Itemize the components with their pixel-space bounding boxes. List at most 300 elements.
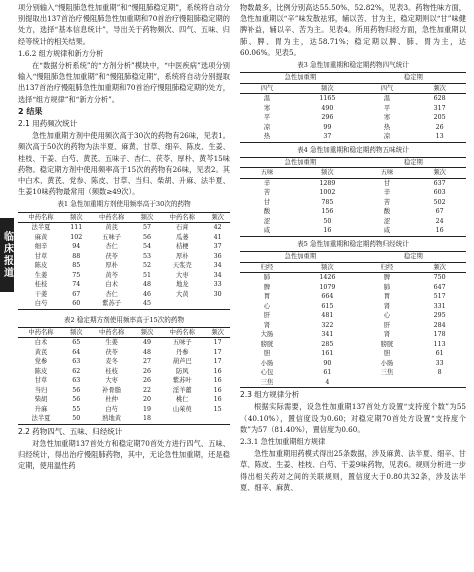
table-cell: 大枣: [105, 377, 118, 385]
table-cell: 脾: [383, 274, 391, 282]
section-2-1-paragraph: 急性加重期方剂中使用频次高于30次的药物有26味，见表1。频次高于50次的药物为法半夏、麻黄、甘草、细辛、陈皮、生姜、桂枝、干姜、白芍、黄芪、五味子、杏仁、茯苓、厚朴、黄芩15味药物。稳定期方剂中使用频率高于15次的药物有26味，见表2。其中白术、黄芪、党参、陈皮、甘草、当归、柴胡、升麻、法半夏、生姜10味药物最常用（频数≥49次）。: [18, 131, 230, 197]
table-cell: 心: [383, 312, 391, 320]
table-cell: 1002: [319, 189, 336, 197]
table-cell: 74: [72, 281, 81, 289]
table-cell: 五味子: [102, 233, 122, 241]
table-cell: 桔梗: [175, 243, 189, 251]
table-cell: 33: [213, 281, 222, 289]
table-cell: 17: [213, 348, 222, 356]
table-cell: 24: [435, 217, 444, 225]
group-header: 急性加重期: [240, 252, 361, 263]
table-cell: 34: [213, 271, 222, 279]
table-cell: 65: [72, 339, 81, 347]
table-cell: 16: [435, 227, 444, 235]
table-3: [240, 72, 466, 143]
table-row: [240, 198, 466, 208]
section-2-1-title: 2.1 用药频次统计: [18, 119, 78, 129]
table-cell: 肝: [383, 321, 391, 329]
table-5-body: [240, 273, 466, 388]
section-side-tab: 临床报道: [0, 218, 14, 292]
table-1-header-row: [18, 212, 230, 223]
table-cell: 57: [142, 224, 151, 232]
table-cell: 桂枝: [105, 367, 118, 375]
column-header: 五味: [361, 168, 414, 179]
table-cell: 63: [72, 358, 81, 366]
table-cell: 15: [213, 405, 222, 413]
table-cell: 481: [321, 312, 334, 320]
column-header: 中药名称: [159, 212, 205, 223]
table-cell: 322: [321, 321, 334, 329]
table-cell: 53: [142, 252, 151, 260]
column-header: 五味: [240, 168, 294, 179]
table-cell: 胃: [383, 293, 391, 301]
table-row: [240, 188, 466, 198]
table-row: [240, 273, 466, 283]
table-cell: 52: [142, 262, 151, 270]
table-cell: 341: [321, 331, 334, 339]
table-cell: 26: [435, 123, 444, 131]
table-row: [240, 104, 466, 114]
table-row: [240, 217, 466, 227]
table-row: [18, 405, 230, 415]
table-cell: 61: [323, 369, 332, 377]
intro-paragraph: 项分别输入“慢阻肺急性加重期”和“慢阻肺稳定期”，系统将自动分别提取出137首治疗慢阻肺急性加重期和70首治疗慢阻肺稳定期的处方，选择“基本信息统计”，导出关于药物频次、四气、五味、归经等统计的相关结果。: [18, 3, 230, 46]
section-1-6-2-paragraph: 在“数据分析系统”的“方剂分析”模块中，“中医疾病”选项分别输入“慢阻肺急性加重期”和“慢阻肺稳定期”，系统将自动分别提取出137首治疗慢阻肺急性加重期和70首治疗慢阻肺稳定期的处方，选择“组方规律”和“新方分析”。: [18, 61, 230, 104]
table-cell: [361, 378, 414, 388]
table-cell: 胃: [263, 293, 271, 301]
table-row: [240, 368, 466, 378]
table-cell: 46: [142, 290, 151, 298]
table-cell: 茯苓: [105, 252, 118, 260]
table-row: [240, 311, 466, 321]
table-cell: 升麻: [34, 405, 48, 413]
table-cell: 296: [321, 114, 334, 122]
table-5: [240, 251, 466, 388]
table-cell: 心包: [260, 369, 274, 377]
section-2-3-1-title: 2.3.1 急性加重期组方规律: [240, 436, 326, 446]
table-cell: 36: [213, 252, 222, 260]
table-cell: 膀胱: [260, 340, 274, 348]
table-cell: 胆: [263, 350, 271, 358]
table-cell: 48: [142, 281, 151, 289]
table-cell: 490: [321, 104, 334, 112]
table-3-group-row: [240, 73, 466, 84]
table-cell: 637: [433, 179, 446, 187]
section-1-6-2-title: 1.6.2 组方规律和新方分析: [18, 48, 104, 58]
table-cell: 88: [72, 252, 81, 260]
table-cell: 99: [323, 123, 332, 131]
table-cell: 85: [72, 262, 81, 270]
table-cell: 647: [433, 283, 446, 291]
table-5-caption: 表5 急性加重期和稳定期药物归经统计: [297, 239, 409, 248]
table-4-group-row: [240, 157, 466, 168]
table-cell: 平: [263, 114, 271, 122]
table-cell: 285: [321, 340, 334, 348]
table-cell: 75: [72, 271, 81, 279]
column-header: 频次: [135, 327, 160, 338]
table-cell: 17: [213, 339, 222, 347]
table-cell: 桃仁: [175, 396, 189, 404]
table-cell: 8: [437, 369, 442, 377]
table-cell: 防风: [175, 367, 189, 375]
table-cell: 大黄: [175, 290, 189, 298]
table-cell: 桂枝: [34, 281, 48, 289]
section-2-title: 2 结果: [18, 106, 43, 116]
table-row: [18, 271, 230, 281]
table-cell: 平: [383, 104, 391, 112]
left-column: [18, 2, 230, 472]
table-cell: 山茱萸: [172, 405, 192, 413]
table-cell: 白芍: [105, 405, 118, 413]
table-cell: 331: [433, 302, 446, 310]
column-header: 四气: [361, 83, 414, 94]
column-header: 中药名称: [18, 212, 64, 223]
table-cell: 凉: [383, 133, 391, 141]
table-cell: 20: [142, 396, 151, 404]
table-cell: 天浆壳: [172, 262, 192, 270]
table-row: [18, 395, 230, 405]
table-cell: 小肠: [380, 359, 394, 367]
table-cell: 厚朴: [175, 252, 189, 260]
table-cell: 咸: [383, 227, 391, 235]
section-2-3-title: 2.3 组方规律分析: [240, 390, 300, 400]
table-row: [18, 348, 230, 358]
table-cell: 56: [142, 233, 151, 241]
table-cell: 64: [72, 348, 81, 356]
table-cell: 寒: [383, 114, 391, 122]
table-cell: 750: [433, 274, 446, 282]
table-1: [18, 212, 230, 310]
table-cell: 肾: [263, 321, 271, 329]
section-2-3-paragraph: 根据实际需要，设急性加重期137首处方设置“支持度个数”为55（40.10%），置信度设为0.60；对稳定期70首处方设置“支持度个数”为57（81.40%），置信度为0.60。: [240, 402, 466, 434]
table-cell: 温: [383, 95, 391, 103]
table-cell: 615: [321, 302, 334, 310]
group-header: 急性加重期: [240, 157, 361, 168]
table-cell: 陈皮: [34, 262, 48, 270]
table-cell: 1165: [319, 95, 336, 103]
table-cell: 法半夏: [31, 224, 51, 232]
table-cell: [205, 414, 230, 424]
table-cell: 细辛: [34, 243, 48, 251]
table-cell: 辛: [383, 189, 391, 197]
table-cell: 56: [72, 386, 81, 394]
table-row: [18, 242, 230, 252]
table-cell: 凉: [263, 123, 271, 131]
table-cell: 三焦: [380, 369, 394, 377]
table-cell: 杜仲: [105, 396, 118, 404]
table-cell: 温: [263, 95, 271, 103]
table-cell: 大肠: [260, 331, 274, 339]
table-cell: 厚朴: [105, 262, 118, 270]
table-cell: 113: [433, 340, 446, 348]
table-cell: 白术: [105, 281, 118, 289]
table-cell: [205, 299, 230, 309]
table-cell: 胆: [383, 350, 391, 358]
table-cell: 黄芩: [105, 271, 118, 279]
table-cell: 陈皮: [34, 367, 48, 375]
table-cell: 16: [213, 396, 222, 404]
table-cell: 55: [72, 405, 81, 413]
table-cell: 党参: [34, 358, 48, 366]
column-header: 频次: [413, 168, 466, 179]
table-cell: 膀胱: [380, 340, 394, 348]
table-cell: 60: [72, 300, 81, 308]
table-cell: 62: [72, 367, 81, 375]
group-header: 稳定期: [361, 157, 466, 168]
table-cell: 熟地黄: [102, 415, 122, 423]
section-2-2-title: 2.2 药物四气、五味、归经统计: [18, 426, 123, 436]
table-row: [240, 132, 466, 142]
table-row: [240, 349, 466, 359]
table-row: [240, 340, 466, 350]
table-cell: 五味子: [172, 339, 192, 347]
table-cell: 白术: [34, 339, 48, 347]
table-cell: 淫羊藿: [172, 386, 192, 394]
table-row: [18, 367, 230, 377]
table-cell: 664: [321, 293, 334, 301]
table-cell: 50: [323, 217, 332, 225]
section-2-3-1-paragraph: 急性加重期用药模式得出25条数据，涉及麻黄、法半夏、细辛、甘草、陈皮、生姜、桂枝、白芍、干姜9味药物，见表6。规则分析进一步得出相关药对之间的关联规则，置信度大于0.80共32条，涉及法半夏、细辛、麻黄、: [240, 449, 466, 492]
group-header: 稳定期: [361, 73, 466, 84]
table-cell: 黄芪: [34, 348, 48, 356]
table-cell: 628: [433, 95, 446, 103]
table-cell: 26: [142, 377, 151, 385]
table-row: [240, 302, 466, 312]
table-cell: 法半夏: [31, 415, 51, 423]
table-4-header-row: [240, 168, 466, 179]
table-row: [240, 113, 466, 123]
table-3-caption: 表3 急性加重期和稳定期药物四气统计: [297, 61, 409, 70]
table-cell: 肝: [263, 312, 271, 320]
table-cell: 1079: [319, 283, 336, 291]
table-cell: 16: [213, 386, 222, 394]
group-header: 急性加重期: [240, 73, 361, 84]
table-cell: [159, 414, 205, 424]
table-row: [18, 252, 230, 262]
table-row: [240, 178, 466, 188]
table-cell: 甘: [263, 198, 271, 206]
table-row: [18, 280, 230, 290]
table-cell: 生姜: [105, 339, 118, 347]
table-cell: 4: [325, 378, 330, 386]
table-cell: 1289: [319, 179, 336, 187]
table-cell: 肾: [383, 302, 391, 310]
table-cell: 麻黄: [34, 233, 48, 241]
table-cell: 干姜: [34, 290, 48, 298]
table-cell: 苦: [263, 189, 271, 197]
table-row: [240, 207, 466, 217]
table-row: [18, 414, 230, 424]
table-cell: 49: [142, 339, 151, 347]
table-cell: 33: [435, 359, 444, 367]
table-cell: 紫苏子: [102, 300, 122, 308]
column-header: 中药名称: [89, 212, 135, 223]
table-row: [240, 123, 466, 133]
table-4-body: [240, 178, 466, 236]
table-cell: 葫芦巴: [172, 358, 192, 366]
table-cell: 酸: [383, 208, 391, 216]
table-cell: 甘草: [34, 252, 48, 260]
table-cell: 苦: [383, 198, 391, 206]
table-cell: 517: [433, 293, 446, 301]
table-cell: 补骨脂: [102, 386, 122, 394]
table-cell: 161: [321, 350, 334, 358]
table-5-header-row: [240, 262, 466, 273]
table-cell: 37: [213, 243, 222, 251]
table-cell: [413, 378, 466, 388]
table-1-body: [18, 223, 230, 310]
table-cell: 生姜: [34, 271, 48, 279]
column-header: 频次: [205, 327, 230, 338]
table-3-header-row: [240, 83, 466, 94]
table-cell: 13: [435, 133, 444, 141]
table-cell: 16: [213, 367, 222, 375]
table-cell: 63: [72, 377, 81, 385]
table-cell: 284: [433, 321, 446, 329]
table-cell: 三焦: [260, 378, 274, 386]
table-cell: 37: [323, 133, 332, 141]
table-cell: 杏仁: [105, 290, 118, 298]
table-cell: 205: [433, 114, 446, 122]
table-cell: 317: [433, 104, 446, 112]
column-header: 频次: [205, 212, 230, 223]
table-cell: 67: [435, 208, 444, 216]
table-cell: 涩: [383, 217, 391, 225]
table-2-header-row: [18, 327, 230, 338]
table-cell: 27: [142, 358, 151, 366]
table-row: [18, 223, 230, 233]
table-2-body: [18, 338, 230, 425]
table-row: [18, 357, 230, 367]
column-header: 频次: [294, 262, 361, 273]
table-cell: 51: [142, 271, 151, 279]
table-cell: 102: [70, 233, 83, 241]
table-row: [18, 299, 230, 309]
table-cell: 48: [142, 348, 151, 356]
table-row: [18, 290, 230, 300]
table-2-caption: 表2 稳定期方剂使用频率高于15次的药物: [63, 315, 185, 324]
table-cell: 热: [263, 133, 271, 141]
column-header: 频次: [294, 168, 361, 179]
table-cell: 地龙: [175, 281, 189, 289]
table-cell: 小肠: [260, 359, 274, 367]
right-top-paragraph: 物数最多，比例分别高达55.50%、52.82%，见表3。药物性味方面，急性加重期以“辛”味发散祛邪，辅以苦、甘为主，稳定期则以“甘”味健脾补益，辅以辛、苦为主。见表4。所用药物归经方面，急性加重期以肺、脾、胃为主，达58.71%；稳定期以脾、肺、胃为主，达60.06%。见表5。: [240, 3, 466, 57]
table-cell: 30: [213, 290, 222, 298]
column-header: 频次: [135, 212, 160, 223]
table-row: [240, 94, 466, 104]
table-cell: 杏仁: [105, 243, 118, 251]
table-cell: 603: [433, 189, 446, 197]
table-cell: 心: [263, 302, 271, 310]
table-cell: 瓜蒌: [175, 233, 189, 241]
column-header: 归经: [361, 262, 414, 273]
table-cell: 90: [323, 359, 332, 367]
table-cell: 22: [142, 386, 151, 394]
table-cell: 156: [321, 208, 334, 216]
table-cell: 111: [70, 224, 83, 232]
table-cell: 34: [213, 262, 222, 270]
table-cell: 紫苏叶: [172, 377, 192, 385]
table-cell: 当归: [34, 386, 48, 394]
table-row: [240, 321, 466, 331]
table-cell: 白芍: [34, 300, 48, 308]
table-row: [18, 376, 230, 386]
column-header: 频次: [64, 327, 89, 338]
table-cell: 麦冬: [105, 358, 118, 366]
table-cell: 56: [72, 396, 81, 404]
table-cell: 26: [142, 367, 151, 375]
table-row: [18, 233, 230, 243]
table-cell: 785: [321, 198, 334, 206]
section-2-2-paragraph: 对急性加重期137首处方和稳定期70首处方进行四气、五味、归经统计，得出治疗慢阻肺药物，其中，无论急性加重期，还是稳定期，使用温性药: [18, 439, 230, 471]
table-cell: 咸: [263, 227, 271, 235]
table-cell: 502: [433, 198, 446, 206]
table-cell: 41: [213, 233, 222, 241]
table-cell: 178: [433, 331, 446, 339]
table-1-caption: 表1 急性加重期方剂使用频率高于30次的药物: [57, 200, 191, 209]
table-cell: 1426: [319, 274, 336, 282]
group-header: 稳定期: [361, 252, 466, 263]
table-2: [18, 327, 230, 425]
table-cell: 甘草: [34, 377, 48, 385]
table-cell: 17: [213, 358, 222, 366]
table-cell: 黄芪: [105, 224, 118, 232]
table-cell: 大枣: [175, 271, 189, 279]
column-header: 频次: [64, 212, 89, 223]
table-row: [18, 261, 230, 271]
table-cell: 肺: [263, 274, 271, 282]
table-cell: 涩: [263, 217, 271, 225]
table-cell: 16: [213, 377, 222, 385]
table-row: [240, 359, 466, 369]
table-cell: 肾: [383, 331, 391, 339]
table-cell: 50: [72, 415, 81, 423]
table-4: [240, 157, 466, 237]
table-cell: 甘: [383, 179, 391, 187]
table-cell: 热: [383, 123, 391, 131]
table-cell: 54: [142, 243, 151, 251]
table-3-body: [240, 94, 466, 143]
table-cell: 61: [435, 350, 444, 358]
table-cell: 67: [72, 290, 81, 298]
table-cell: 石膏: [175, 224, 189, 232]
column-header: 中药名称: [159, 327, 205, 338]
table-cell: 丹参: [175, 348, 189, 356]
table-cell: 脾: [263, 283, 271, 291]
column-header: 频次: [413, 83, 466, 94]
table-row: [18, 386, 230, 396]
table-cell: 寒: [263, 104, 271, 112]
table-cell: 酸: [263, 208, 271, 216]
column-header: 频次: [413, 262, 466, 273]
column-header: 中药名称: [89, 327, 135, 338]
table-cell: 肺: [383, 283, 391, 291]
table-cell: 42: [213, 224, 222, 232]
table-row: [240, 330, 466, 340]
table-cell: 辛: [263, 179, 271, 187]
table-row: [240, 292, 466, 302]
table-cell: 45: [142, 300, 151, 308]
table-row: [240, 226, 466, 236]
table-cell: 茯苓: [105, 348, 118, 356]
column-header: 中药名称: [18, 327, 64, 338]
table-cell: 94: [72, 243, 81, 251]
column-header: 归经: [240, 262, 294, 273]
table-cell: 16: [323, 227, 332, 235]
table-5-group-row: [240, 252, 466, 263]
table-cell: 18: [142, 415, 151, 423]
table-row: [18, 338, 230, 348]
